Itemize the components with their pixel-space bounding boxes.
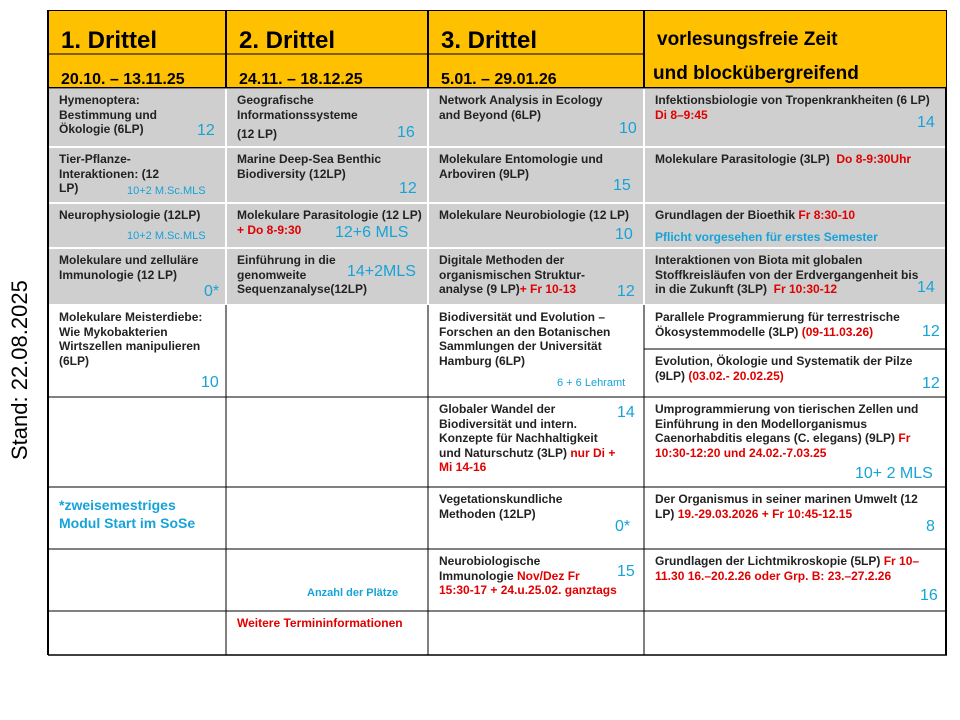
module-title: Molekulare Neurobiologie (12 LP) xyxy=(439,208,630,222)
module-title-text: Infektionsbiologie von Tropenkrankheiten (6 LP) xyxy=(655,93,930,107)
header-title: vorlesungsfreie Zeit xyxy=(657,29,838,50)
module-title: Tier-Pflanze-Interaktionen: (12 LP) xyxy=(59,152,160,195)
module-note: Pflicht vorgesehen für erstes Semester xyxy=(655,230,878,244)
places-count: 14+2MLS xyxy=(347,263,416,280)
module-schedule: Do 8-9:30Uhr xyxy=(836,152,912,166)
places-count: 10 xyxy=(201,374,219,391)
module-title: Molekulare Entomologie und Arboviren (9LP) xyxy=(439,152,604,181)
module-schedule: + Fr 10-13 xyxy=(519,282,577,296)
places-count: 14 xyxy=(917,114,935,131)
places-count: 12 xyxy=(399,180,417,197)
module-title: Einführung in die genomweite Sequenzanalyse(12LP) xyxy=(237,253,368,296)
places-count: 16 xyxy=(920,587,938,604)
module-schedule: Fr 8:30-10 xyxy=(798,208,856,222)
module-schedule: nur Di + Mi 14-16 xyxy=(439,445,616,474)
module-title-text: Molekulare Parasitologie (3LP) xyxy=(655,152,830,166)
places-count: 10 xyxy=(615,226,633,243)
places-count: 12 xyxy=(617,283,635,300)
module-title-text: Interaktionen von Biota mit globalen Stoffkreisläufen von der Erdvergangenheit bis in die Zukunft (3LP) xyxy=(655,253,919,296)
module-title-text: Globaler Wandel der Biodiversität und intern. Konzepte für Nachhaltigkeit und Naturschutz (3LP) xyxy=(439,402,598,460)
module-title-text: Neurobiologische Immunologie xyxy=(439,554,541,583)
places-count: 12 xyxy=(922,323,940,340)
module-title: Marine Deep-Sea Benthic Biodiversity (12LP) xyxy=(237,152,382,181)
header-dates: 5.01. – 29.01.26 xyxy=(441,71,557,88)
module-title: Geografische Informationssysteme xyxy=(237,93,358,122)
legend-text: Weitere Termininformationen xyxy=(237,616,403,630)
module-title: Hymenoptera: Bestimmung und Ökologie (6LP) xyxy=(59,93,157,136)
places-count: 0* xyxy=(204,283,220,300)
module-title-text: Umprogrammierung von tierischen Zellen und Einführung in den Modellorganismus Caenorhabditis elegans (C. elegans) (9LP) xyxy=(655,402,919,445)
module-title-text: Molekulare Parasitologie (12 LP) xyxy=(237,208,422,222)
module-title: Molekulare und zelluläre Immunologie (12 LP) xyxy=(59,253,199,282)
places-count: 10+ 2 MLS xyxy=(855,465,933,482)
module-schedule: Fr 10–11.30 16.–20.2.26 oder Grp. B: 23.–27.2.26 xyxy=(655,554,920,583)
module-title-text: Digitale Methoden der organismischen Struktur-analyse (9 LP) xyxy=(439,253,586,296)
places-note: 6 + 6 Lehramt xyxy=(557,377,626,389)
places-count: 10 xyxy=(619,120,637,137)
module-title: Vegetationskundliche Methoden (12LP) xyxy=(439,492,563,521)
module-title: Molekulare Meisterdiebe: Wie Mykobakterien Wirtszellen manipulieren (6LP) xyxy=(59,310,203,368)
places-count: 12 xyxy=(197,122,215,139)
header-title: 1. Drittel xyxy=(61,27,158,54)
stand-date-label: Stand: 22.08.2025 xyxy=(7,280,32,460)
module-title: Biodiversität und Evolution – Forschen an den Botanischen Sammlungen der Universität Hamburg (6LP) xyxy=(439,310,611,368)
places-count: 16 xyxy=(397,124,415,141)
places-count: 15 xyxy=(617,563,635,580)
places-count: 8 xyxy=(926,518,935,535)
module-schedule: Di 8–9:45 xyxy=(655,107,708,122)
legend-text: Anzahl der Plätze xyxy=(307,587,399,599)
places-note: 10+2 M.Sc.MLS xyxy=(127,185,206,197)
module-lp: (12 LP) xyxy=(237,127,278,141)
module-schedule: (09-11.03.26) xyxy=(801,324,874,339)
module-title-text: Grundlagen der Bioethik xyxy=(655,208,796,222)
header-dates: 20.10. – 13.11.25 xyxy=(61,71,185,88)
module-title-text: Evolution, Ökologie und Systematik der Pilze (9LP) xyxy=(655,354,913,383)
module-schedule: Nov/Dez Fr 15:30-17 + 24.u.25.02. ganztags xyxy=(439,568,617,597)
header-dates: 24.11. – 18.12.25 xyxy=(239,71,363,88)
places-count: 14 xyxy=(917,279,935,296)
module-title-text: Der Organismus in seiner marinen Umwelt (12 LP) xyxy=(655,492,918,521)
module-schedule: Fr 10:30-12 xyxy=(773,282,838,296)
header-subtitle: und blockübergreifend xyxy=(653,63,859,84)
places-note: 10+2 M.Sc.MLS xyxy=(127,230,206,242)
places-count: 12+6 MLS xyxy=(335,224,409,241)
module-title: Neurophysiologie (12LP) xyxy=(59,208,201,222)
legend-text: *zweisemestriges Modul Start im SoSe xyxy=(59,497,196,531)
module-title-text: Grundlagen der Lichtmikroskopie (5LP) xyxy=(655,554,881,568)
places-count: 15 xyxy=(613,177,631,194)
module-title-text: Parallele Programmierung für terrestrische Ökosystemmodelle (3LP) xyxy=(655,310,900,339)
module-schedule: (03.02.- 20.02.25) xyxy=(688,368,784,383)
places-count: 0* xyxy=(615,518,631,535)
module-title: Network Analysis in Ecology and Beyond (6LP) xyxy=(439,93,603,122)
places-count: 12 xyxy=(922,375,940,392)
header-title: 3. Drittel xyxy=(441,27,538,54)
header-title: 2. Drittel xyxy=(239,27,336,54)
module-schedule: Fr 10:30-12:20 und 24.02.-7.03.25 xyxy=(655,431,911,460)
module-schedule: + Do 8-9:30 xyxy=(237,222,302,237)
places-count: 14 xyxy=(617,404,635,421)
module-schedule: 19.-29.03.2026 + Fr 10:45-12.15 xyxy=(677,506,853,521)
